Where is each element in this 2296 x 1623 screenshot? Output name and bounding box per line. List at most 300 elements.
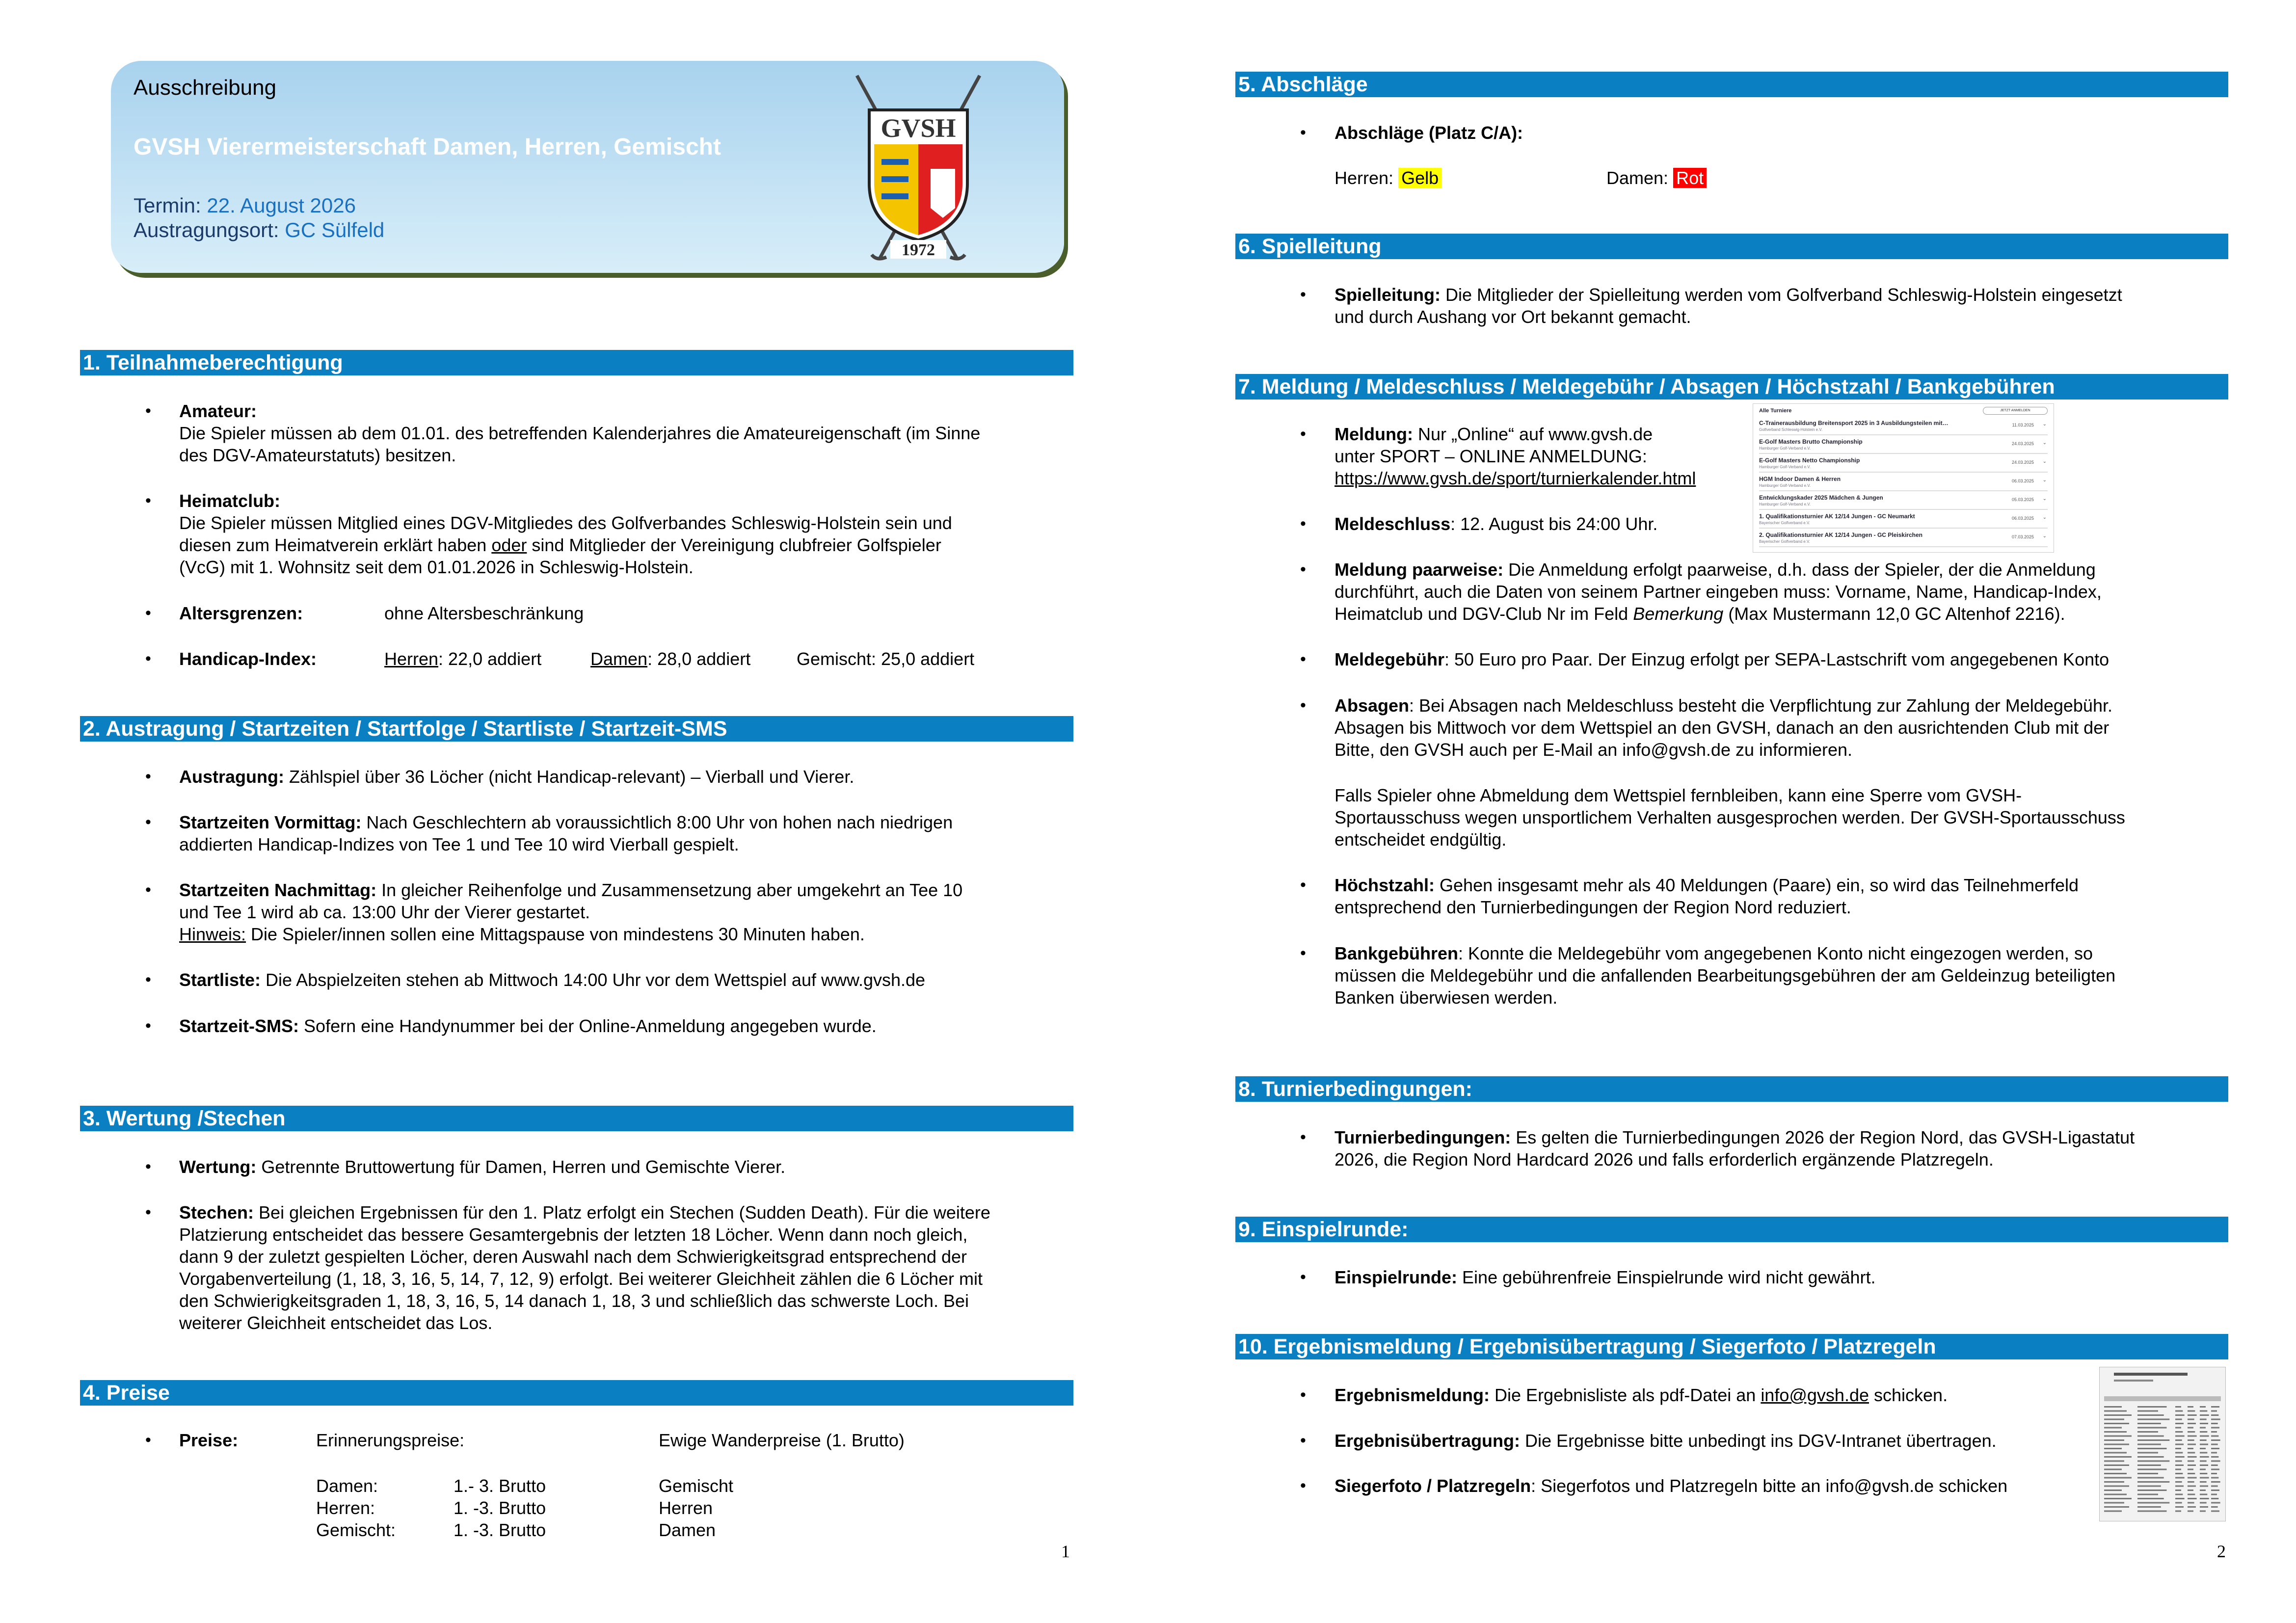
alter-label: Altersgrenzen: [179, 603, 303, 623]
thumb-table-cell [2188, 1481, 2194, 1483]
erinnerungspreise-head: Erinnerungspreise: [316, 1430, 465, 1450]
bullet: • [145, 491, 151, 510]
thumb-table-cell [2104, 1419, 2124, 1420]
thumb-table-cell [2175, 1456, 2185, 1458]
thumb-table-cell [2188, 1444, 2196, 1445]
ergebnismeldung-text: Ergebnismeldung: Die Ergebnisliste als pdf-Datei an info@gvsh.de schicken. [1335, 1385, 1948, 1405]
thumb-table-cell [2137, 1456, 2164, 1458]
thumb-table-cell [2188, 1494, 2195, 1495]
thumb-table-cell [2188, 1464, 2196, 1466]
spielleitung-text-2: und durch Aushang vor Ort bekannt gemacht. [1335, 307, 1691, 327]
thumb-table-cell [2188, 1406, 2193, 1408]
thumb-table-cell [2200, 1486, 2208, 1487]
thumb-table-cell [2188, 1502, 2194, 1504]
thumb-table-cell [2211, 1431, 2217, 1433]
thumb-table-cell [2200, 1502, 2207, 1504]
page-number: 1 [1061, 1542, 1070, 1561]
paarweise-text-1: Meldung paarweise: Die Anmeldung erfolgt paarweise, d.h. dass der Spieler, der die Anmeldung [1335, 559, 2096, 580]
thumb-table-cell [2175, 1464, 2184, 1466]
thumb-table-cell [2211, 1414, 2218, 1416]
preis-row-wander: Damen [659, 1520, 716, 1540]
thumb-table-cell [2200, 1490, 2206, 1491]
heimat-text-1: Die Spieler müssen Mitglied eines DGV-Mitgliedes des Golfverbandes Schleswig-Holstein sein und [179, 513, 952, 533]
thumb-table-cell [2104, 1444, 2129, 1445]
thumb-table-cell [2104, 1506, 2129, 1508]
hcp-damen: Damen: 28,0 addiert [590, 649, 751, 669]
thumb-event-title: 1. Qualifikationsturnier AK 12/14 Jungen - GC Neumarkt [1759, 513, 1915, 520]
thumb-table-cell [2137, 1464, 2161, 1466]
thumb-table-cell [2211, 1427, 2219, 1429]
thumb-table-cell [2175, 1436, 2185, 1437]
thumb-table-cell [2175, 1511, 2181, 1512]
stechen-text-4: Vorgabenverteilung (1, 18, 3, 16, 5, 14, 7, 12, 9) erfolgt. Bei weiterer Gleichheit zählen die 6 Löcher mit [179, 1269, 983, 1289]
thumb-divider [1759, 528, 2048, 529]
svg-text:GVSH: GVSH [881, 113, 956, 143]
thumb-table-cell [2104, 1502, 2124, 1504]
thumb-table-cell [2175, 1439, 2182, 1441]
thumb-table-cell [2104, 1464, 2129, 1466]
thumb-table-cell [2200, 1506, 2208, 1508]
thumb-table-cell [2200, 1498, 2209, 1499]
startliste-text: Startliste: Die Abspielzeiten stehen ab Mittwoch 14:00 Uhr vor dem Wettspiel auf www.gvsh.de [179, 970, 926, 990]
thumb-table-cell [2137, 1473, 2158, 1474]
hcp-gemischt: Gemischt: 25,0 addiert [797, 649, 975, 669]
header-title: GVSH Vierermeisterschaft Damen, Herren, Gemischt [133, 134, 721, 160]
stechen-text-6: weiterer Gleichheit entscheidet das Los. [179, 1313, 493, 1333]
thumb-table-cell [2188, 1490, 2193, 1491]
thumb-header: Alle Turniere [1759, 408, 1792, 414]
thumb-event-title: E-Golf Masters Brutto Championship [1759, 438, 1863, 445]
paarweise-text-2: durchführt, auch die Daten von seinem Partner eingeben muss: Vorname, Name, Handicap-Index, [1335, 582, 2102, 602]
thumb-table-cell [2175, 1494, 2183, 1495]
thumb-table-cell [2211, 1498, 2218, 1499]
meldeschluss-text: Meldeschluss: 12. August bis 24:00 Uhr. [1335, 514, 1658, 534]
thumb-table-cell [2200, 1414, 2209, 1416]
heimat-text-2: diesen zum Heimatverein erklärt haben oder sind Mitglieder der Vereinigung clubfreier Golfspieler [179, 535, 941, 555]
header-label: Ausschreibung [133, 76, 277, 100]
bullet: • [1300, 123, 1306, 142]
thumb-table-cell [2200, 1410, 2207, 1412]
tee-gelb: Gelb [1398, 168, 1442, 188]
header-termin: Termin: 22. August 2026 [133, 194, 356, 217]
thumb-table-cell [2200, 1436, 2209, 1437]
bullet: • [1300, 1268, 1306, 1286]
alter-value: ohne Altersbeschränkung [384, 603, 584, 623]
bullet: • [145, 1431, 151, 1449]
bankgebuehren-text-1: Bankgebühren: Konnte die Meldegebühr vom angegebenen Konto nicht eingezogen werden, so [1335, 943, 2093, 963]
thumb-table-cell [2104, 1410, 2127, 1412]
thumb-table-cell [2104, 1423, 2129, 1424]
thumb-table-cell [2137, 1410, 2158, 1412]
section-7-heading: 7. Meldung / Meldeschluss / Meldegebühr / Absagen / Höchstzahl / Bankgebühren [1235, 374, 2228, 399]
bullet: • [1300, 1431, 1306, 1450]
thumb-table-cell [2211, 1486, 2218, 1487]
thumb-table-cell [2175, 1423, 2184, 1424]
bullet: • [145, 1157, 151, 1176]
preis-row-wander: Herren [659, 1498, 713, 1518]
thumb-table-cell [2211, 1410, 2217, 1412]
thumb-table-cell [2137, 1477, 2164, 1479]
bullet: • [1300, 1385, 1306, 1404]
thumb-table-cell [2188, 1448, 2193, 1449]
bullet: • [145, 649, 151, 668]
thumb-table-cell [2211, 1477, 2218, 1479]
thumb-divider [1759, 453, 2048, 454]
thumb-table-cell [2188, 1431, 2195, 1433]
thumb-table-cell [2137, 1506, 2161, 1508]
thumb-table-cell [2200, 1419, 2207, 1420]
chevron-down-icon: ⌄ [2042, 533, 2047, 539]
thumb-table-cell [2137, 1414, 2164, 1416]
thumb-table-cell [2137, 1481, 2169, 1483]
bullet: • [1300, 285, 1306, 304]
thumb-table-cell [2104, 1431, 2127, 1433]
section-2-heading: 2. Austragung / Startzeiten / Startfolge / Startliste / Startzeit-SMS [80, 716, 1073, 742]
hoechstzahl-text-2: entsprechend den Turnierbedingungen der Region Nord reduziert. [1335, 897, 1851, 917]
heimat-label: Heimatclub: [179, 491, 281, 511]
thumb-table-cell [2211, 1461, 2220, 1462]
thumb-table-cell [2104, 1498, 2132, 1499]
amateur-text-2: des DGV-Amateurstatuts) besitzen. [179, 445, 456, 465]
thumb-table-cell [2137, 1498, 2164, 1499]
thumb-table-cell [2104, 1456, 2132, 1458]
thumb-table-cell [2211, 1469, 2219, 1470]
thumb-event-date: 05.03.2025 [2011, 497, 2034, 502]
section-6-heading: 6. Spielleitung [1235, 234, 2228, 259]
meldegebuehr-text: Meldegebühr: 50 Euro pro Paar. Der Einzug erfolgt per SEPA-Lastschrift vom angegebenen Konto [1335, 649, 2109, 669]
thumb-table-cell [2200, 1431, 2207, 1433]
thumb-event-date: 06.03.2025 [2011, 516, 2034, 521]
thumb-table-cell [2175, 1461, 2182, 1462]
amateur-text-1: Die Spieler müssen ab dem 01.01. des betreffenden Kalenderjahres die Amateureigenschaft (im Sinne [179, 423, 981, 443]
bullet: • [145, 1203, 151, 1222]
thumb-table-cell [2188, 1498, 2197, 1499]
thumb-event-organizer: Hamburger Golf-Verband e.V. [1759, 446, 1811, 451]
thumb-table-cell [2175, 1506, 2184, 1508]
thumb-table-cell [2137, 1427, 2167, 1429]
thumb-table-cell [2175, 1473, 2183, 1474]
meldung-text-1: Meldung: Nur „Online“ auf www.gvsh.de [1335, 424, 1653, 444]
sms-text: Startzeit-SMS: Sofern eine Handynummer bei der Online-Anmeldung angegeben wurde. [179, 1016, 877, 1036]
thumb-table-cell [2175, 1431, 2183, 1433]
hinweis-text: Hinweis: Die Spieler/innen sollen eine Mittagspause von mindestens 30 Minuten haben. [179, 924, 865, 944]
thumb-table-cell [2211, 1473, 2217, 1474]
thumb-table-cell [2104, 1448, 2122, 1449]
nachmittag-text-1: Startzeiten Nachmittag: In gleicher Reihenfolge und Zusammensetzung aber umgekehrt an Tee 10 [179, 880, 963, 900]
thumb-event-organizer: Bayerischer Golfverband e.V. [1759, 539, 1810, 544]
thumb-table-cell [2137, 1436, 2164, 1437]
stechen-text-3: dann 9 der zuletzt gespielten Löcher, deren Auswahl nach dem Schwierigkeitsgrad entsprechend der [179, 1247, 967, 1267]
ergebnisuebertragung-text: Ergebnisübertragung: Die Ergebnisse bitte unbedingt ins DGV-Intranet übertragen. [1335, 1431, 1997, 1451]
section-5-heading: 5. Abschläge [1235, 72, 2228, 97]
thumb-table-cell [2211, 1448, 2219, 1449]
chevron-down-icon: ⌄ [2042, 496, 2047, 502]
thumb-table-cell [2200, 1452, 2207, 1454]
thumb-table-cell [2137, 1502, 2169, 1504]
bullet: • [145, 813, 151, 831]
thumb-table-cell [2200, 1481, 2207, 1483]
svg-text:1972: 1972 [902, 241, 935, 259]
turnierkalender-link[interactable]: https://www.gvsh.de/sport/turnierkalender.html [1335, 468, 1696, 488]
thumb-table-cell [2175, 1502, 2182, 1504]
wanderpreise-head: Ewige Wanderpreise (1. Brutto) [659, 1430, 905, 1450]
thumb-table-cell [2104, 1481, 2124, 1483]
stechen-text-2: Platzierung entscheidet das bessere Gesamtergebnis der letzten 18 Löcher. Wenn dann noch gleich, [179, 1224, 968, 1245]
tee-rot: Rot [1673, 168, 1707, 188]
thumb-divider [1759, 472, 2048, 473]
turnierbedingungen-text-2: 2026, die Region Nord Hardcard 2026 und falls erforderlich ergänzende Platzregeln. [1335, 1149, 1994, 1170]
bullet: • [1300, 514, 1306, 533]
section-8-heading: 8. Turnierbedingungen: [1235, 1076, 2228, 1102]
gvsh-logo [852, 71, 985, 267]
thumb-event-organizer: Hamburger Golf-Verband e.V. [1759, 465, 1811, 469]
thumb-event-organizer: Golfverband Schleswig-Holstein e.V. [1759, 427, 1823, 432]
chevron-down-icon: ⌄ [2042, 478, 2047, 483]
hoechstzahl-text-1: Höchstzahl: Gehen insgesamt mehr als 40 Meldungen (Paare) ein, so wird das Teilnehmerfeld [1335, 875, 2079, 895]
thumb-table-cell [2200, 1456, 2209, 1458]
thumb-table-cell [2104, 1494, 2127, 1495]
stechen-text-1: Stechen: Bei gleichen Ergebnissen für den 1. Platz erfolgt ein Stechen (Sudden Death). Für die weitere [179, 1202, 990, 1223]
einspielrunde-text: Einspielrunde: Eine gebührenfreie Einspielrunde wird nicht gewährt. [1335, 1267, 1876, 1287]
bullet: • [1300, 696, 1306, 715]
thumb-table-cell [2211, 1490, 2219, 1491]
thumb-table-cell [2104, 1473, 2127, 1474]
falls-text-3: entscheidet endgültig. [1335, 829, 1507, 850]
nachmittag-text-2: und Tee 1 wird ab ca. 13:00 Uhr der Vierer gestartet. [179, 902, 590, 922]
thumb-event-title: HGM Indoor Damen & Herren [1759, 476, 1841, 482]
hcp-herren: Herren: 22,0 addiert [384, 649, 542, 669]
thumb-table-cell [2175, 1490, 2181, 1491]
thumb-event-date: 11.03.2025 [2012, 423, 2034, 427]
falls-text-2: Sportausschuss wegen unsportlichem Verhalten ausgesprochen werden. Der GVSH-Sportausschuss [1335, 807, 2125, 827]
vormittag-text-2: addierten Handicap-Indizes von Tee 1 und Tee 10 wird Vierball gespielt. [179, 834, 739, 854]
thumb-table-cell [2104, 1490, 2122, 1491]
thumb-table-cell [2200, 1464, 2208, 1466]
thumb-table-cell [2104, 1436, 2132, 1437]
thumb-table-cell [2104, 1406, 2122, 1408]
thumb-event-organizer: Hamburger Golf-Verband e.V. [1759, 502, 1811, 506]
thumb-table-cell [2175, 1477, 2185, 1479]
chevron-down-icon: ⌄ [2042, 459, 2047, 464]
thumb-table-cell [2200, 1511, 2206, 1512]
thumb-table-cell [2104, 1486, 2129, 1487]
thumb-event-date: 06.03.2025 [2011, 479, 2034, 483]
thumb-table-cell [2200, 1448, 2206, 1449]
chevron-down-icon: ⌄ [2042, 440, 2047, 446]
thumb-table-cell [2211, 1436, 2218, 1437]
thumb-divider [1759, 509, 2048, 510]
thumb-event-date: 24.03.2025 [2011, 460, 2034, 465]
thumb-table-cell [2175, 1427, 2181, 1429]
thumb-table-cell [2175, 1486, 2184, 1487]
paarweise-text-3: Heimatclub und DGV-Club Nr im Feld Bemerkung (Max Mustermann 12,0 GC Altenhof 2216). [1335, 604, 2065, 624]
thumb-table-cell [2211, 1419, 2220, 1420]
bullet: • [1300, 876, 1306, 894]
preis-row-who: Herren: [316, 1498, 375, 1518]
thumb-event-title: 2. Qualifikationsturnier AK 12/14 Jungen - GC Pleiskirchen [1759, 532, 1922, 538]
thumb-table-cell [2137, 1419, 2169, 1420]
falls-text-1: Falls Spieler ohne Abmeldung dem Wettspiel fernbleiben, kann eine Sperre vom GVSH- [1335, 785, 2022, 805]
spielleitung-text-1: Spielleitung: Die Mitglieder der Spielleitung werden vom Golfverband Schleswig-Holstein eingesetzt [1335, 285, 2122, 305]
thumb-table-cell [2175, 1410, 2183, 1412]
thumb-table-cell [2200, 1461, 2207, 1462]
preis-row-who: Gemischt: [316, 1520, 396, 1540]
thumb-table-cell [2188, 1469, 2193, 1470]
thumb-table-cell [2200, 1444, 2208, 1445]
thumb-table-cell [2137, 1448, 2167, 1449]
bullet: • [145, 604, 151, 622]
thumb-table-cell [2175, 1419, 2182, 1420]
thumb-divider [1759, 434, 2048, 435]
thumb-table-cell [2211, 1481, 2220, 1483]
thumb-table-cell [2211, 1511, 2219, 1512]
thumb-table-cell [2104, 1427, 2122, 1429]
thumb-table-cell [2104, 1477, 2132, 1479]
page-2 [1148, 0, 2296, 1623]
thumb-table-cell [2104, 1414, 2132, 1416]
thumb-table-cell [2188, 1511, 2193, 1512]
thumb-table-cell [2137, 1452, 2158, 1454]
abschlag-damen: Damen: Rot [1606, 167, 1707, 189]
thumb-table-cell [2188, 1486, 2196, 1487]
thumb-table-cell [2188, 1419, 2194, 1420]
preis-row-wander: Gemischt [659, 1476, 734, 1496]
thumb-table-cell [2200, 1423, 2208, 1424]
thumb-table-cell [2175, 1481, 2182, 1483]
chevron-down-icon: ⌄ [2042, 515, 2047, 520]
thumb-register-button: JETZT ANMELDEN [1983, 407, 2048, 415]
meldung-text-2: unter SPORT – ONLINE ANMELDUNG: [1335, 446, 1647, 466]
thumb-table-cell [2200, 1439, 2207, 1441]
bullet: • [145, 401, 151, 420]
thumb-table-cell [2188, 1427, 2193, 1429]
bankgebuehren-text-2: müssen die Meldegebühr und die anfallenden Bearbeitungsgebühren der am Geldeinzug beteiligten [1335, 965, 2116, 985]
thumb-table-cell [2137, 1511, 2167, 1512]
thumb-table-cell [2188, 1436, 2197, 1437]
thumb-table-cell [2188, 1477, 2197, 1479]
section-4-heading: 4. Preise [80, 1380, 1073, 1406]
bankgebuehren-text-3: Banken überwiesen werden. [1335, 987, 1558, 1008]
thumb-table-cell [2104, 1461, 2124, 1462]
thumb-table-cell [2175, 1448, 2181, 1449]
heimat-text-3: (VcG) mit 1. Wohnsitz seit dem 01.01.2026 in Schleswig-Holstein. [179, 557, 694, 577]
thumb-table-cell [2211, 1452, 2217, 1454]
bullet: • [1300, 1476, 1306, 1495]
thumb-table-cell [2137, 1461, 2169, 1462]
thumb-table-cell [2188, 1461, 2194, 1462]
absagen-text-2: Absagen bis Mittwoch vor dem Wettspiel an den GVSH, danach an den ausrichtenden Club mit der [1335, 718, 2109, 738]
stechen-text-5: den Schwierigkeitsgraden 1, 18, 3, 16, 5, 14 danach 1, 18, 3 und schließlich das schwerste Loch. Bei [179, 1291, 969, 1311]
bullet: • [1300, 1128, 1306, 1146]
thumb-table-cell [2175, 1414, 2185, 1416]
thumb-table-cell [2200, 1406, 2206, 1408]
section-1-heading: 1. Teilnahmeberechtigung [80, 350, 1073, 375]
siegerfoto-text: Siegerfoto / Platzregeln: Siegerfotos und Platzregeln bitte an info@gvsh.de schicken [1335, 1476, 2008, 1496]
wertung-text: Wertung: Getrennte Bruttowertung für Damen, Herren und Gemischte Vierer. [179, 1157, 786, 1177]
section-10-heading: 10. Ergebnismeldung / Ergebnisübertragung / Siegerfoto / Platzregeln [1235, 1334, 2228, 1359]
thumb-event-title: E-Golf Masters Netto Championship [1759, 457, 1860, 464]
thumb-event-date: 24.03.2025 [2011, 441, 2034, 446]
thumb-table-cell [2137, 1431, 2158, 1433]
thumb-table-cell [2175, 1469, 2181, 1470]
thumb-table-cell [2211, 1444, 2218, 1445]
thumb-table-cell [2137, 1439, 2169, 1441]
thumb-table-cell [2175, 1498, 2185, 1499]
austragung-text: Austragung: Zählspiel über 36 Löcher (nicht Handicap-relevant) – Vierball und Vierer. [179, 767, 854, 787]
thumb-table-cell [2188, 1414, 2197, 1416]
absagen-text-1: Absagen: Bei Absagen nach Meldeschluss besteht die Verpflichtung zur Zahlung der Meldegebühr. [1335, 695, 2112, 716]
thumb-table-cell [2211, 1406, 2219, 1408]
vormittag-text-1: Startzeiten Vormittag: Nach Geschlechtern ab voraussichtlich 8:00 Uhr von hohen nach niedrigen [179, 812, 953, 832]
thumb-table-cell [2200, 1427, 2206, 1429]
thumb-table-cell [2137, 1423, 2161, 1424]
thumb-table-cell [2137, 1444, 2161, 1445]
absagen-text-3: Bitte, den GVSH auch per E-Mail an info@gvsh.de zu informieren. [1335, 740, 1853, 760]
thumb-event-date: 07.03.2025 [2011, 534, 2034, 539]
thumb-table-cell [2211, 1464, 2218, 1466]
thumb-table-cell [2137, 1406, 2167, 1408]
thumb-table-cell [2104, 1511, 2122, 1512]
thumb-table-cell [2104, 1469, 2122, 1470]
thumb-table-cell [2188, 1506, 2196, 1508]
bullet: • [1300, 650, 1306, 668]
abschlaege-label: Abschläge (Platz C/A): [1335, 123, 1523, 143]
thumb-table-cell [2104, 1452, 2127, 1454]
turnierbedingungen-text-1: Turnierbedingungen: Es gelten die Turnierbedingungen 2026 der Region Nord, das GVSH-Ligastatut [1335, 1127, 2135, 1147]
thumb-table-cell [2211, 1506, 2218, 1508]
thumb-table-cell [2200, 1473, 2207, 1474]
thumb-table-cell [2211, 1456, 2218, 1458]
thumb-table-cell [2188, 1423, 2196, 1424]
thumb-table-cell [2175, 1444, 2184, 1445]
header-ort: Austragungsort: GC Sülfeld [133, 218, 385, 241]
thumb-divider [1759, 490, 2048, 491]
chevron-down-icon: ⌄ [2042, 422, 2047, 427]
page-number: 2 [2217, 1542, 2226, 1561]
thumb-table-cell [2137, 1490, 2167, 1491]
preis-row-who: Damen: [316, 1476, 378, 1496]
thumb-table-cell [2188, 1410, 2195, 1412]
thumb-table-cell [2188, 1452, 2195, 1454]
email-link[interactable]: info@gvsh.de [1761, 1385, 1869, 1405]
bullet: • [1300, 425, 1306, 443]
bullet: • [145, 767, 151, 786]
bullet: • [145, 880, 151, 899]
section-9-heading: 9. Einspielrunde: [1235, 1217, 2228, 1242]
thumb-event-organizer: Bayerischer Golfverband e.V. [1759, 521, 1810, 525]
section-3-heading: 3. Wertung /Stechen [80, 1106, 1073, 1131]
thumb-table-cell [2104, 1439, 2124, 1441]
preis-row-what: 1.- 3. Brutto [454, 1476, 546, 1496]
thumb-table-cell [2211, 1494, 2217, 1495]
thumb-event-title: Entwicklungskader 2025 Mädchen & Jungen [1759, 494, 1883, 501]
header-box [111, 61, 1064, 273]
thumb-event-title: C-Trainerausbildung Breitensport 2025 in 3 Ausbildungsteilen mit… [1759, 420, 1949, 426]
thumb-table-cell [2211, 1502, 2220, 1504]
thumb-table-cell [2200, 1477, 2209, 1479]
hcp-label: Handicap-Index: [179, 649, 317, 669]
thumb-table-cell [2211, 1423, 2218, 1424]
amateur-label: Amateur: [179, 401, 257, 421]
thumb-table-cell [2188, 1456, 2197, 1458]
thumb-table-cell [2200, 1494, 2207, 1495]
thumb-table-cell [2137, 1494, 2158, 1495]
thumb-table-cell [2137, 1486, 2161, 1487]
thumb-table-cell [2175, 1406, 2181, 1408]
thumb-table-cell [2188, 1439, 2194, 1441]
thumb-table-cell [2211, 1439, 2220, 1441]
thumb-table-cell [2200, 1469, 2206, 1470]
